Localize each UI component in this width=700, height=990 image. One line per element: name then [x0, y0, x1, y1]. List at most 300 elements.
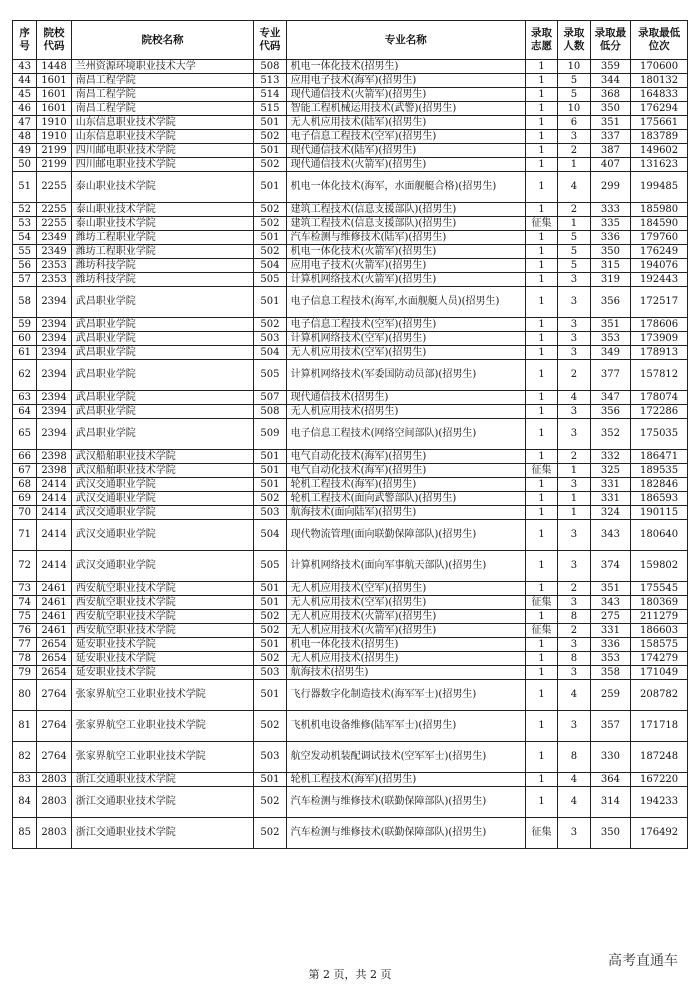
cell-count: 3: [558, 405, 590, 419]
cell-count: 3: [558, 346, 590, 360]
cell-count: 3: [558, 332, 590, 346]
cell-count: 3: [558, 818, 590, 849]
cell-major-name: 汽车检测与维修技术(联勤保障部队)(招男生): [286, 818, 525, 849]
header-major-code: 专业代码: [254, 21, 286, 60]
cell-seq: 56: [13, 259, 37, 273]
cell-seq: 60: [13, 332, 37, 346]
cell-min-score: 350: [590, 102, 631, 116]
header-min-score: 录取最低分: [590, 21, 631, 60]
cell-min-score: 356: [590, 405, 631, 419]
cell-seq: 68: [13, 478, 37, 492]
cell-count: 3: [558, 596, 590, 610]
cell-volunteer: 1: [525, 231, 557, 245]
cell-min-rank: 157812: [631, 360, 688, 391]
cell-min-score: 351: [590, 116, 631, 130]
cell-min-score: 356: [590, 287, 631, 318]
cell-school-name: 南昌工程学院: [71, 74, 253, 88]
cell-min-rank: 179760: [631, 231, 688, 245]
cell-major-name: 计算机网络技术(空军)(招男生): [286, 332, 525, 346]
cell-seq: 49: [13, 144, 37, 158]
cell-min-score: 330: [590, 742, 631, 773]
cell-min-score: 259: [590, 680, 631, 711]
cell-volunteer: 1: [525, 711, 557, 742]
cell-major-name: 轮机工程技术(海军)(招男生): [286, 773, 525, 787]
watermark-text: 高考直通车: [608, 953, 678, 969]
cell-min-rank: 211279: [631, 610, 688, 624]
cell-major-code: 514: [254, 88, 286, 102]
table-row: [13, 318, 688, 332]
cell-volunteer: 1: [525, 742, 557, 773]
cell-major-code: 505: [254, 273, 286, 287]
cell-school-name: 潍坊科技学院: [71, 273, 253, 287]
cell-volunteer: 1: [525, 102, 557, 116]
cell-min-score: 352: [590, 419, 631, 450]
table-row: [13, 520, 688, 551]
cell-major-name: 建筑工程技术(信息支援部队)(招男生): [286, 217, 525, 231]
cell-min-rank: 178913: [631, 346, 688, 360]
cell-volunteer: 1: [525, 74, 557, 88]
cell-count: 3: [558, 711, 590, 742]
cell-major-name: 航海技术(面向陆军)(招男生): [286, 506, 525, 520]
cell-major-name: 机电一体化技术(火箭军)(招男生): [286, 245, 525, 259]
cell-school-name: 泰山职业技术学院: [71, 217, 253, 231]
cell-major-name: 应用电子技术(海军)(招男生): [286, 74, 525, 88]
cell-count: 5: [558, 74, 590, 88]
cell-school-code: 2394: [37, 360, 71, 391]
cell-count: 4: [558, 787, 590, 818]
cell-min-score: 359: [590, 60, 631, 74]
cell-seq: 70: [13, 506, 37, 520]
cell-seq: 80: [13, 680, 37, 711]
cell-major-name: 无人机应用技术(火箭军)(招男生): [286, 610, 525, 624]
table-row: [13, 450, 688, 464]
cell-major-code: 502: [254, 818, 286, 849]
cell-major-name: 无人机应用技术(招男生): [286, 652, 525, 666]
cell-volunteer: 1: [525, 346, 557, 360]
cell-count: 8: [558, 742, 590, 773]
cell-major-name: 无人机应用技术(空军)(招男生): [286, 346, 525, 360]
cell-major-name: 无人机应用技术(火箭军)(招男生): [286, 624, 525, 638]
cell-volunteer: 1: [525, 773, 557, 787]
cell-volunteer: 1: [525, 360, 557, 391]
cell-school-code: 2461: [37, 596, 71, 610]
cell-major-name: 机电一体化技术(海军，水面舰艇合格)(招男生): [286, 172, 525, 203]
cell-major-name: 现代物流管理(面向联勤保障部队)(招男生): [286, 520, 525, 551]
cell-min-score: 349: [590, 346, 631, 360]
cell-min-rank: 208782: [631, 680, 688, 711]
cell-count: 1: [558, 158, 590, 172]
cell-major-name: 建筑工程技术(信息支援部队)(招男生): [286, 203, 525, 217]
cell-major-code: 503: [254, 332, 286, 346]
table-row: [13, 818, 688, 849]
cell-school-code: 2199: [37, 158, 71, 172]
table-row: [13, 332, 688, 346]
cell-min-rank: 159802: [631, 551, 688, 582]
cell-count: 2: [558, 360, 590, 391]
cell-major-name: 应用电子技术(火箭军)(招男生): [286, 259, 525, 273]
cell-count: 3: [558, 273, 590, 287]
cell-major-name: 机电一体化技术(招男生): [286, 638, 525, 652]
cell-count: 3: [558, 666, 590, 680]
cell-school-name: 山东信息职业技术学院: [71, 116, 253, 130]
cell-seq: 79: [13, 666, 37, 680]
table-row: [13, 405, 688, 419]
cell-school-code: 2654: [37, 638, 71, 652]
cell-major-code: 501: [254, 231, 286, 245]
table-row: [13, 773, 688, 787]
cell-min-score: 407: [590, 158, 631, 172]
cell-count: 3: [558, 478, 590, 492]
cell-school-code: 2394: [37, 391, 71, 405]
table-row: [13, 711, 688, 742]
cell-volunteer: 1: [525, 610, 557, 624]
table-row: [13, 610, 688, 624]
cell-count: 2: [558, 450, 590, 464]
cell-school-code: 2255: [37, 203, 71, 217]
cell-min-score: 353: [590, 652, 631, 666]
table-row: [13, 60, 688, 74]
table-row: [13, 391, 688, 405]
cell-school-code: 1601: [37, 74, 71, 88]
cell-school-code: 2764: [37, 711, 71, 742]
cell-count: 3: [558, 130, 590, 144]
cell-volunteer: 1: [525, 506, 557, 520]
cell-volunteer: 1: [525, 172, 557, 203]
cell-min-score: 351: [590, 582, 631, 596]
header-count: 录取人数: [558, 21, 590, 60]
cell-volunteer: 1: [525, 318, 557, 332]
cell-seq: 76: [13, 624, 37, 638]
cell-major-code: 504: [254, 259, 286, 273]
cell-seq: 50: [13, 158, 37, 172]
cell-school-name: 潍坊科技学院: [71, 259, 253, 273]
cell-count: 3: [558, 318, 590, 332]
cell-min-score: 347: [590, 391, 631, 405]
cell-seq: 71: [13, 520, 37, 551]
cell-count: 1: [558, 217, 590, 231]
table-row: [13, 787, 688, 818]
cell-major-code: 501: [254, 450, 286, 464]
cell-seq: 57: [13, 273, 37, 287]
cell-seq: 84: [13, 787, 37, 818]
cell-school-name: 武昌职业学院: [71, 287, 253, 318]
cell-count: 4: [558, 172, 590, 203]
cell-min-score: 335: [590, 217, 631, 231]
cell-major-name: 电子信息工程技术(空军)(招男生): [286, 318, 525, 332]
cell-min-score: 331: [590, 478, 631, 492]
cell-seq: 69: [13, 492, 37, 506]
cell-volunteer: 1: [525, 332, 557, 346]
cell-school-code: 2398: [37, 464, 71, 478]
cell-school-name: 武汉交通职业学院: [71, 492, 253, 506]
cell-seq: 85: [13, 818, 37, 849]
cell-major-code: 502: [254, 787, 286, 818]
cell-volunteer: 1: [525, 582, 557, 596]
cell-min-score: 337: [590, 130, 631, 144]
cell-major-code: 502: [254, 711, 286, 742]
header-school-code: 院校代码: [37, 21, 71, 60]
cell-school-name: 武汉交通职业学院: [71, 506, 253, 520]
cell-major-name: 电气自动化技术(海军)(招男生): [286, 450, 525, 464]
cell-school-code: 2349: [37, 245, 71, 259]
cell-min-score: 336: [590, 231, 631, 245]
cell-school-code: 1910: [37, 130, 71, 144]
cell-count: 2: [558, 582, 590, 596]
cell-volunteer: 1: [525, 478, 557, 492]
cell-school-name: 延安职业技术学院: [71, 666, 253, 680]
cell-min-score: 343: [590, 596, 631, 610]
cell-school-name: 四川邮电职业技术学院: [71, 158, 253, 172]
table-row: [13, 74, 688, 88]
cell-min-rank: 174279: [631, 652, 688, 666]
cell-school-code: 1448: [37, 60, 71, 74]
cell-volunteer: 征集: [525, 624, 557, 638]
cell-school-code: 2764: [37, 742, 71, 773]
cell-school-name: 武昌职业学院: [71, 332, 253, 346]
table-row: [13, 203, 688, 217]
cell-min-rank: 173909: [631, 332, 688, 346]
cell-count: 5: [558, 245, 590, 259]
cell-min-score: 324: [590, 506, 631, 520]
cell-major-code: 502: [254, 318, 286, 332]
table-row: [13, 346, 688, 360]
cell-major-name: 现代通信技术(招男生): [286, 391, 525, 405]
cell-seq: 46: [13, 102, 37, 116]
cell-min-rank: 172517: [631, 287, 688, 318]
cell-school-code: 1910: [37, 116, 71, 130]
cell-seq: 47: [13, 116, 37, 130]
cell-seq: 67: [13, 464, 37, 478]
cell-volunteer: 征集: [525, 464, 557, 478]
cell-volunteer: 1: [525, 419, 557, 450]
cell-count: 2: [558, 144, 590, 158]
cell-school-code: 2255: [37, 217, 71, 231]
table-row: [13, 245, 688, 259]
cell-min-rank: 164833: [631, 88, 688, 102]
cell-min-rank: 175035: [631, 419, 688, 450]
cell-major-name: 轮机工程技术(面向武警部队)(招男生): [286, 492, 525, 506]
cell-major-code: 507: [254, 391, 286, 405]
cell-major-name: 无人机应用技术(招男生): [286, 405, 525, 419]
cell-school-name: 山东信息职业技术学院: [71, 130, 253, 144]
cell-seq: 74: [13, 596, 37, 610]
table-row: [13, 478, 688, 492]
cell-school-code: 2394: [37, 346, 71, 360]
cell-min-score: 368: [590, 88, 631, 102]
cell-min-rank: 192443: [631, 273, 688, 287]
cell-school-code: 2461: [37, 582, 71, 596]
cell-major-code: 501: [254, 638, 286, 652]
table-header-row: [13, 21, 688, 60]
cell-major-code: 502: [254, 203, 286, 217]
cell-major-code: 501: [254, 116, 286, 130]
cell-volunteer: 1: [525, 259, 557, 273]
cell-volunteer: 1: [525, 116, 557, 130]
cell-school-code: 2414: [37, 478, 71, 492]
cell-school-name: 西安航空职业技术学院: [71, 582, 253, 596]
cell-major-name: 无人机应用技术(陆军)(招男生): [286, 116, 525, 130]
cell-major-name: 汽车检测与维修技术(陆军)(招男生): [286, 231, 525, 245]
cell-volunteer: 1: [525, 405, 557, 419]
cell-min-rank: 186471: [631, 450, 688, 464]
table-row: [13, 582, 688, 596]
table-row: [13, 273, 688, 287]
cell-min-score: 344: [590, 74, 631, 88]
cell-seq: 72: [13, 551, 37, 582]
cell-min-rank: 167220: [631, 773, 688, 787]
cell-seq: 53: [13, 217, 37, 231]
table-row: [13, 88, 688, 102]
cell-count: 4: [558, 773, 590, 787]
cell-min-score: 343: [590, 520, 631, 551]
cell-school-name: 西安航空职业技术学院: [71, 610, 253, 624]
cell-school-name: 武昌职业学院: [71, 405, 253, 419]
cell-major-code: 502: [254, 492, 286, 506]
table-row: [13, 231, 688, 245]
header-min-rank: 录取最低位次: [631, 21, 688, 60]
cell-school-code: 1601: [37, 88, 71, 102]
cell-min-rank: 194233: [631, 787, 688, 818]
cell-min-rank: 172286: [631, 405, 688, 419]
cell-seq: 48: [13, 130, 37, 144]
cell-school-name: 武汉交通职业学院: [71, 478, 253, 492]
cell-major-name: 飞机机电设备维修(陆军军士)(招男生): [286, 711, 525, 742]
cell-min-score: 374: [590, 551, 631, 582]
cell-count: 5: [558, 259, 590, 273]
header-seq: 序号: [13, 21, 37, 60]
cell-seq: 78: [13, 652, 37, 666]
cell-count: 1: [558, 492, 590, 506]
cell-major-code: 505: [254, 551, 286, 582]
cell-major-code: 501: [254, 596, 286, 610]
cell-major-code: 515: [254, 102, 286, 116]
table-row: [13, 419, 688, 450]
cell-volunteer: 1: [525, 88, 557, 102]
cell-volunteer: 1: [525, 666, 557, 680]
cell-school-name: 武汉交通职业学院: [71, 520, 253, 551]
cell-count: 4: [558, 680, 590, 711]
cell-school-code: 2414: [37, 506, 71, 520]
table-row: [13, 158, 688, 172]
cell-major-code: 503: [254, 666, 286, 680]
cell-min-score: 358: [590, 666, 631, 680]
cell-seq: 64: [13, 405, 37, 419]
cell-major-code: 502: [254, 130, 286, 144]
table-row: [13, 217, 688, 231]
cell-school-code: 2394: [37, 405, 71, 419]
cell-school-code: 2803: [37, 773, 71, 787]
cell-school-code: 1601: [37, 102, 71, 116]
cell-major-code: 501: [254, 582, 286, 596]
cell-seq: 44: [13, 74, 37, 88]
cell-min-score: 351: [590, 318, 631, 332]
cell-count: 6: [558, 116, 590, 130]
cell-major-code: 508: [254, 60, 286, 74]
cell-seq: 66: [13, 450, 37, 464]
table-row: [13, 102, 688, 116]
cell-school-name: 西安航空职业技术学院: [71, 624, 253, 638]
cell-major-name: 飞行器数字化制造技术(海军军士)(招男生): [286, 680, 525, 711]
admission-table: [12, 20, 688, 849]
cell-major-code: 503: [254, 742, 286, 773]
cell-min-score: 336: [590, 638, 631, 652]
cell-school-code: 2803: [37, 787, 71, 818]
cell-min-rank: 176294: [631, 102, 688, 116]
cell-min-rank: 182846: [631, 478, 688, 492]
cell-count: 8: [558, 610, 590, 624]
table-row: [13, 666, 688, 680]
cell-min-score: 331: [590, 624, 631, 638]
cell-major-name: 智能工程机械运用技术(武警)(招男生): [286, 102, 525, 116]
cell-school-name: 潍坊工程职业学院: [71, 245, 253, 259]
cell-min-rank: 176249: [631, 245, 688, 259]
cell-school-name: 西安航空职业技术学院: [71, 596, 253, 610]
cell-min-score: 332: [590, 450, 631, 464]
cell-min-score: 353: [590, 332, 631, 346]
cell-min-rank: 180369: [631, 596, 688, 610]
cell-seq: 61: [13, 346, 37, 360]
cell-count: 10: [558, 102, 590, 116]
cell-volunteer: 1: [525, 492, 557, 506]
cell-count: 3: [558, 287, 590, 318]
cell-min-score: 331: [590, 492, 631, 506]
cell-major-name: 计算机网络技术(军委国防动员部)(招男生): [286, 360, 525, 391]
cell-major-name: 无人机应用技术(空军)(招男生): [286, 596, 525, 610]
cell-major-code: 503: [254, 506, 286, 520]
table-row: [13, 551, 688, 582]
cell-min-score: 377: [590, 360, 631, 391]
cell-volunteer: 1: [525, 520, 557, 551]
cell-major-name: 计算机网络技术(火箭军)(招男生): [286, 273, 525, 287]
cell-major-code: 505: [254, 360, 286, 391]
table-row: [13, 360, 688, 391]
cell-min-rank: 175545: [631, 582, 688, 596]
cell-seq: 75: [13, 610, 37, 624]
table-row: [13, 287, 688, 318]
cell-school-name: 武昌职业学院: [71, 346, 253, 360]
cell-school-code: 2394: [37, 318, 71, 332]
cell-school-code: 2349: [37, 231, 71, 245]
cell-seq: 83: [13, 773, 37, 787]
cell-min-rank: 170600: [631, 60, 688, 74]
cell-min-rank: 149602: [631, 144, 688, 158]
cell-school-name: 武昌职业学院: [71, 391, 253, 405]
cell-min-score: 357: [590, 711, 631, 742]
cell-school-name: 浙江交通职业技术学院: [71, 818, 253, 849]
cell-min-rank: 178074: [631, 391, 688, 405]
cell-seq: 63: [13, 391, 37, 405]
cell-min-rank: 194076: [631, 259, 688, 273]
cell-count: 2: [558, 624, 590, 638]
cell-volunteer: 1: [525, 130, 557, 144]
cell-min-score: 314: [590, 787, 631, 818]
cell-count: 8: [558, 652, 590, 666]
cell-seq: 59: [13, 318, 37, 332]
cell-volunteer: 1: [525, 450, 557, 464]
cell-volunteer: 1: [525, 245, 557, 259]
cell-school-code: 2414: [37, 551, 71, 582]
cell-min-rank: 131623: [631, 158, 688, 172]
cell-major-name: 轮机工程技术(海军)(招男生): [286, 478, 525, 492]
cell-count: 4: [558, 391, 590, 405]
cell-major-code: 501: [254, 464, 286, 478]
cell-volunteer: 1: [525, 787, 557, 818]
cell-school-name: 张家界航空工业职业技术学院: [71, 742, 253, 773]
cell-min-rank: 190115: [631, 506, 688, 520]
cell-min-rank: 189535: [631, 464, 688, 478]
cell-major-code: 501: [254, 478, 286, 492]
cell-min-score: 299: [590, 172, 631, 203]
